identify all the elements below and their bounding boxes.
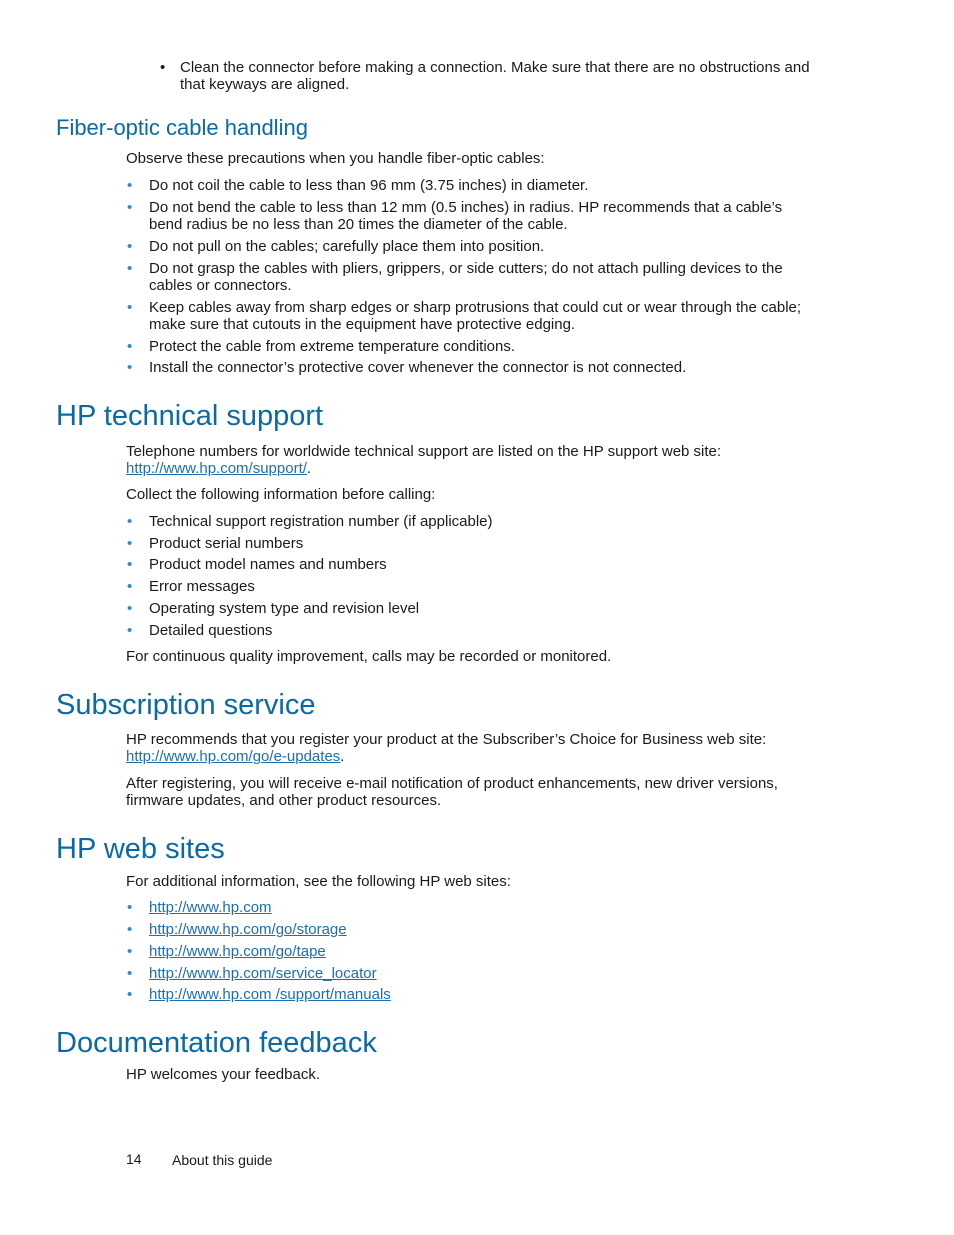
bullet-marker: • xyxy=(127,556,133,573)
list-item: Product serial numbers xyxy=(149,535,304,552)
fiber-intro: Observe these precautions when you handle fiber-optic cables: xyxy=(126,150,545,167)
list-item: Do not grasp the cables with pliers, grippers, or side cutters; do not attach pulling devices to the cables or connectors. xyxy=(149,260,783,294)
support-para3: For continuous quality improvement, calls may be recorded or monitored. xyxy=(126,648,612,665)
subscription-link[interactable]: http://www.hp.com/go/e-updates xyxy=(126,748,341,765)
fiber-heading: Fiber-optic cable handling xyxy=(56,115,308,140)
list-item: Do not bend the cable to less than 12 mm (0.5 inches) in radius. HP recommends that a cable’s bend radius be no less than 20 times the diameter of the cable. xyxy=(149,199,783,233)
bullet-marker: • xyxy=(127,622,133,639)
bullet-marker: • xyxy=(127,600,133,617)
bullet-marker: • xyxy=(127,899,133,916)
bullet-marker: • xyxy=(160,59,166,76)
bullet-marker: • xyxy=(127,535,133,552)
bullet-marker: • xyxy=(127,986,133,1003)
feedback-text: HP welcomes your feedback. xyxy=(126,1066,320,1083)
support-para1-text: Telephone numbers for worldwide technical support are listed on the HP support web site: xyxy=(126,443,722,460)
bullet-marker: • xyxy=(127,338,133,355)
list-item: Install the connector’s protective cover whenever the connector is not connected. xyxy=(149,359,687,376)
bullet-marker: • xyxy=(127,943,133,960)
feedback-heading: Documentation feedback xyxy=(56,1027,377,1059)
list-item: Operating system type and revision level xyxy=(149,600,420,617)
bullet-marker: • xyxy=(127,177,133,194)
subscription-para1 xyxy=(126,731,786,765)
websites-heading: HP web sites xyxy=(56,833,225,865)
subscription-para1-text: HP recommends that you register your product at the Subscriber’s Choice for Business web site: xyxy=(126,731,767,748)
list-item: Product model names and numbers xyxy=(149,556,387,573)
support-para2: Collect the following information before calling: xyxy=(126,486,436,503)
list-item: Do not pull on the cables; carefully place them into position. xyxy=(149,238,545,255)
bullet-marker: • xyxy=(127,513,133,530)
bullet-marker: • xyxy=(127,260,133,277)
website-link[interactable]: http://www.hp.com/service_locator xyxy=(149,965,377,982)
page-number: 14 xyxy=(126,1151,142,1167)
subscription-para2: After registering, you will receive e-mail notification of product enhancements, new driver versions, firmware updates, and other product resources. xyxy=(126,775,778,809)
bullet-marker: • xyxy=(127,965,133,982)
support-link[interactable]: http://www.hp.com/support/ xyxy=(126,460,307,477)
footer-title: About this guide xyxy=(172,1152,273,1168)
list-item: Keep cables away from sharp edges or sharp protrusions that could cut or wear through the cable; make sure that cutouts in the equipment have protective edging. xyxy=(149,299,802,333)
subscription-heading: Subscription service xyxy=(56,689,316,721)
list-item: Do not coil the cable to less than 96 mm (3.75 inches) in diameter. xyxy=(149,177,589,194)
bullet-marker: • xyxy=(127,299,133,316)
bullet-marker: • xyxy=(127,578,133,595)
support-heading: HP technical support xyxy=(56,400,324,432)
website-link[interactable]: http://www.hp.com/go/storage xyxy=(149,921,347,938)
top-bullet-text: Clean the connector before making a connection. Make sure that there are no obstructions and that keyways are aligned. xyxy=(180,59,810,93)
websites-intro: For additional information, see the following HP web sites: xyxy=(126,873,511,890)
support-para1 xyxy=(126,443,746,477)
list-item: Detailed questions xyxy=(149,622,273,639)
website-link[interactable]: http://www.hp.com xyxy=(149,899,272,916)
subscription-link-suffix: . xyxy=(340,748,345,765)
website-link[interactable]: http://www.hp.com /support/manuals xyxy=(149,986,391,1003)
list-item: Technical support registration number (if applicable) xyxy=(149,513,493,530)
website-link[interactable]: http://www.hp.com/go/tape xyxy=(149,943,326,960)
bullet-marker: • xyxy=(127,359,133,376)
bullet-marker: • xyxy=(127,238,133,255)
list-item: Protect the cable from extreme temperature conditions. xyxy=(149,338,516,355)
bullet-marker: • xyxy=(127,921,133,938)
support-link-suffix: . xyxy=(306,460,312,477)
bullet-marker: • xyxy=(127,199,133,216)
list-item: Error messages xyxy=(149,578,255,595)
